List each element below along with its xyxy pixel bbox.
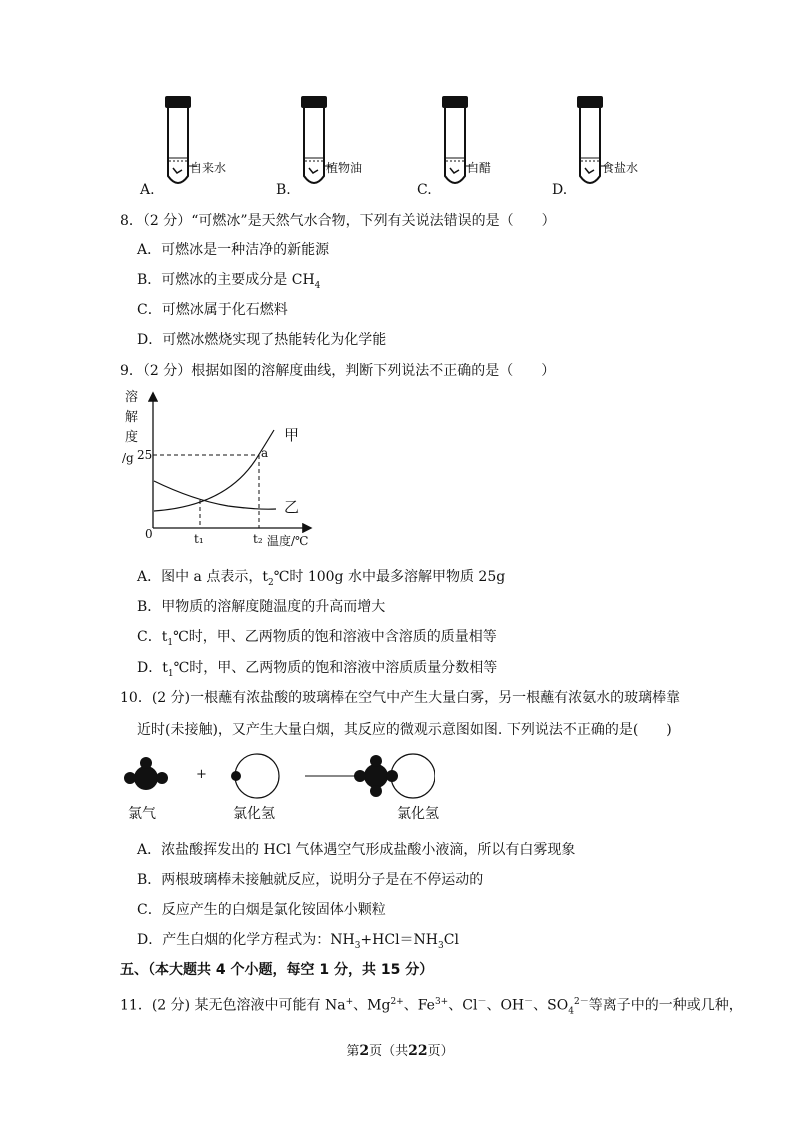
x-tick-label-t2: t₂: [253, 532, 263, 546]
tube-label: 食盐水: [602, 161, 639, 175]
molecule-nh4cl: [354, 754, 435, 798]
question-8-option: [137, 270, 320, 296]
question-8-option: C．可燃冰属于化石燃料: [137, 302, 288, 318]
plus-sign: +: [196, 767, 207, 782]
question-8-stem: 8．（2 分）“可燃冰”是天然气水合物，下列有关说法错误的是（ ）: [120, 213, 556, 229]
question-10-option: D．产生白烟的化学方程式为：$NH_3+HCl=NH_3Cl$: [137, 932, 459, 951]
question-11-stem: 11．(2 分) 某无色溶液中可能有 Na+、$Mg^{2+}$、$Fe^{3+}$、Cl－、OH－、$SO_4^{2-}$等离子中的一种或几种，: [120, 997, 743, 1017]
test-tubes-figure: [155, 96, 675, 196]
section-heading: 五、（本大题共 4 个小题，每空 1 分，共 15 分）: [120, 962, 434, 978]
x-tick-label-t1: t₁: [194, 532, 204, 546]
question-10-option: B．两根玻璃棒未接触就反应，说明分子是在不停运动的: [137, 872, 484, 888]
curve-label-jia: 甲: [284, 426, 300, 444]
reaction-molecules: [115, 748, 435, 823]
point-label-a: a: [261, 446, 269, 460]
y-tick-label: 25: [137, 448, 153, 462]
curve-yi: [154, 481, 276, 509]
y-axis-label-char: 解: [125, 410, 139, 425]
tube-label: 植物油: [326, 161, 363, 175]
tube-option-letter: C.: [417, 182, 432, 198]
question-10-option: C．反应产生的白烟是氯化铵固体小颗粒: [137, 902, 386, 918]
question-10-stem-line1: 10．(2 分)一根蘸有浓盐酸的玻璃棒在空气中产生大量白雾，另一根蘸有浓氨水的玻璃棒靠: [120, 690, 681, 706]
question-9-option: B．甲物质的溶解度随温度的升高而增大: [137, 599, 386, 615]
molecule-hcl: [231, 754, 279, 798]
tube-option-letter: B.: [276, 182, 291, 198]
tube-option-letter: A.: [140, 182, 155, 198]
question-9-stem: 9．（2 分）根据如图的溶解度曲线，判断下列说法不正确的是（ ）: [120, 363, 556, 379]
question-10-option: A．浓盐酸挥发出的 HCl 气体遇空气形成盐酸小液滴，所以有白雾现象: [137, 842, 576, 858]
y-axis-label-char: 度: [125, 430, 139, 445]
question-9-option: D．$t_1℃$时，甲、乙两物质的饱和溶液中溶质质量分数相等: [137, 660, 498, 679]
curve-jia: [154, 430, 274, 511]
molecule-nh3: [124, 757, 168, 790]
y-axis-label-char: /g: [122, 451, 134, 465]
origin-label: 0: [145, 527, 153, 541]
question-10-stem-line2: 近时(未接触)，又产生大量白烟，其反应的微观示意图如图. 下列说法不正确的是( ): [137, 722, 672, 738]
tube-option-letter: D.: [552, 182, 568, 198]
tube-label: 自来水: [190, 161, 227, 175]
option-text: B．可燃冰的主要成分是 CH: [137, 272, 315, 288]
question-8-option: A．可燃冰是一种洁净的新能源: [137, 242, 330, 258]
y-axis-label-char: 溶: [125, 390, 139, 405]
molecule-label: 氯化氢: [233, 806, 275, 822]
question-9-option: A．图中 a 点表示，$t_2℃$时 100g 水中最多溶解甲物质 25g: [137, 569, 506, 588]
curve-label-yi: 乙: [284, 498, 300, 516]
molecule-label: 氯化氢: [397, 806, 439, 822]
x-axis-label: 温度/℃: [267, 534, 309, 548]
molecule-label: 氯气: [128, 806, 156, 822]
page-footer: 第2页（共22页）: [346, 1043, 454, 1059]
tube-label: 白醋: [467, 161, 492, 175]
question-8-option: D．可燃冰燃烧实现了热能转化为化学能: [137, 332, 387, 348]
subscript: 4: [314, 280, 321, 291]
question-9-option: C．$t_1℃$时，甲、乙两物质的饱和溶液中含溶质的质量相等: [137, 629, 497, 648]
